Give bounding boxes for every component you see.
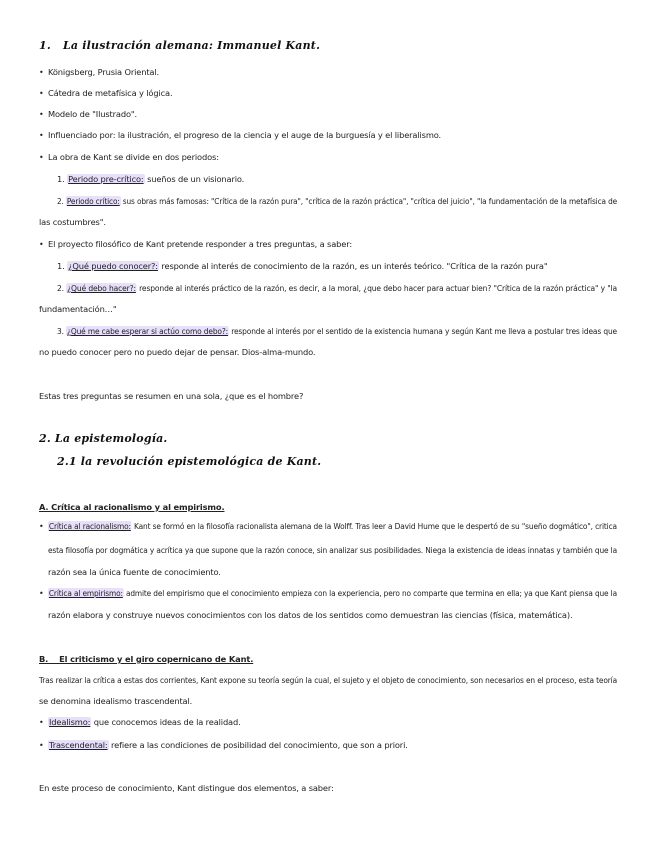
bullet-text-continued: razón sea la única fuente de conocimiento. xyxy=(48,567,221,577)
section-b-paragraph: Tras realizar la crítica a estas dos corrientes, Kant expone su teoría según la cual, el sujeto y el objeto de conocimiento, son necesarios en el proceso, esta teoría xyxy=(39,675,618,685)
question-text-continued: fundamentación…" xyxy=(39,304,117,314)
question-label: ¿Qué me cabe esperar si actúo como debo?: xyxy=(67,326,229,336)
list-number: 3. xyxy=(57,326,64,336)
period-item xyxy=(57,196,617,207)
question-label: ¿Qué puedo conocer?: xyxy=(68,261,158,271)
period-text: sus obras más famosas: "Crítica de la razón pura", "crítica de la razón práctica", "crítica del juicio", "la fundamentación de la metafísica de xyxy=(120,196,618,206)
bullet-text: Kant se formó en la filosofía racionalista alemana de la Wolff. Tras leer a David Hume que le despertó de su "sueño dogmático", critica xyxy=(131,521,617,531)
bullet-text-continued: esta filosofía por dogmática y acrítica ya que supone que la razón conoce, sin analizar sus posibilidades. Niega la existencia de ideas innatas y también que la xyxy=(48,545,618,555)
intro-bullet: Influenciado por: la ilustración, el progreso de la ciencia y el auge de la burguesía y el liberalismo. xyxy=(48,130,442,140)
question-text: responde al interés práctico de la razón, es decir, a la moral, ¿que debo hacer para actuar bien? "Crítica de la razón práctica" y "la xyxy=(136,283,618,293)
list-number: 1. xyxy=(57,261,65,271)
section-a-heading: A. Crítica al racionalismo y al empirismo. xyxy=(39,502,225,512)
bullet-icon: • xyxy=(39,131,44,140)
question-label: ¿Qué debo hacer?: xyxy=(67,283,136,293)
question-item xyxy=(57,261,548,272)
section-b-paragraph-continued: se denomina idealismo trascendental. xyxy=(39,696,193,706)
section-b-bullet xyxy=(48,740,408,751)
bullet-icon: • xyxy=(39,589,44,598)
bullet-icon: • xyxy=(39,741,44,750)
section-b-bullet xyxy=(48,717,241,728)
list-number: 2. xyxy=(57,196,64,206)
bullet-label: Trascendental: xyxy=(49,740,108,750)
bullet-label: Idealismo: xyxy=(49,717,91,727)
list-number: 2. xyxy=(57,283,64,293)
section-a-bullet xyxy=(48,588,617,599)
bullet-icon: • xyxy=(39,522,44,531)
section-a-bullet xyxy=(48,521,617,532)
question-text: responde al interés de conocimiento de la razón, es un interés teórico. "Crítica de la razón pura" xyxy=(158,261,548,271)
closing-text: En este proceso de conocimiento, Kant distingue dos elementos, a saber: xyxy=(39,783,334,793)
bullet-text-continued: razón elabora y construye nuevos conocimientos con los datos de los sentidos como demuestran las ciencias (física, matemática). xyxy=(48,610,573,620)
section-1-heading xyxy=(39,40,320,51)
summary-text: Estas tres preguntas se resumen en una sola, ¿que es el hombre? xyxy=(39,391,304,401)
question-text: responde al interés por el sentido de la existencia humana y según Kant me lleva a postular tres ideas que xyxy=(228,326,617,336)
intro-bullet: Cátedra de metafísica y lógica. xyxy=(48,88,173,98)
bullet-icon: • xyxy=(39,153,44,162)
bullet-icon: • xyxy=(39,68,44,77)
bullet-text: refiere a las condiciones de posibilidad del conocimiento, que son a priori. xyxy=(108,740,408,750)
list-number: 1. xyxy=(57,174,65,184)
subsection-heading: 2.1 la revolución epistemológica de Kant. xyxy=(57,455,322,468)
bullet-text: admite del empirismo que el conocimiento empieza con la experiencia, pero no comparte que termina en ella; ya que Kant piensa que la xyxy=(123,588,618,598)
bullet-text: que conocemos ideas de la realidad. xyxy=(91,717,241,727)
bullet-icon: • xyxy=(39,718,44,727)
question-item xyxy=(57,326,617,337)
bullet-icon: • xyxy=(39,89,44,98)
period-label: Periodo crítico: xyxy=(66,196,120,206)
bullet-icon: • xyxy=(39,110,44,119)
section-number: 1. xyxy=(39,39,51,52)
period-item xyxy=(57,174,244,185)
intro-bullet: Modelo de "Ilustrado". xyxy=(48,109,138,119)
question-item xyxy=(57,283,617,294)
intro-bullet: La obra de Kant se divide en dos periodos: xyxy=(48,152,219,162)
bullet-icon: • xyxy=(39,240,44,249)
period-text-continued: las costumbres". xyxy=(39,217,106,227)
section-b-heading: B. El criticismo y el giro copernicano de Kant. xyxy=(39,654,254,664)
intro-bullet: Königsberg, Prusia Oriental. xyxy=(48,67,160,77)
section-title: La ilustración alemana: Immanuel Kant. xyxy=(62,39,321,52)
project-bullet: El proyecto filosófico de Kant pretende responder a tres preguntas, a saber: xyxy=(48,239,352,249)
bullet-label: Crítica al racionalismo: xyxy=(48,521,131,531)
period-label: Periodo pre-crítico: xyxy=(68,174,144,184)
bullet-label: Crítica al empirismo: xyxy=(48,588,123,598)
question-text-continued: no puedo conocer pero no puedo dejar de pensar. Dios-alma-mundo. xyxy=(39,347,316,357)
period-text: sueños de un visionario. xyxy=(144,174,245,184)
section-2-heading: 2. La epistemología. xyxy=(39,432,168,445)
